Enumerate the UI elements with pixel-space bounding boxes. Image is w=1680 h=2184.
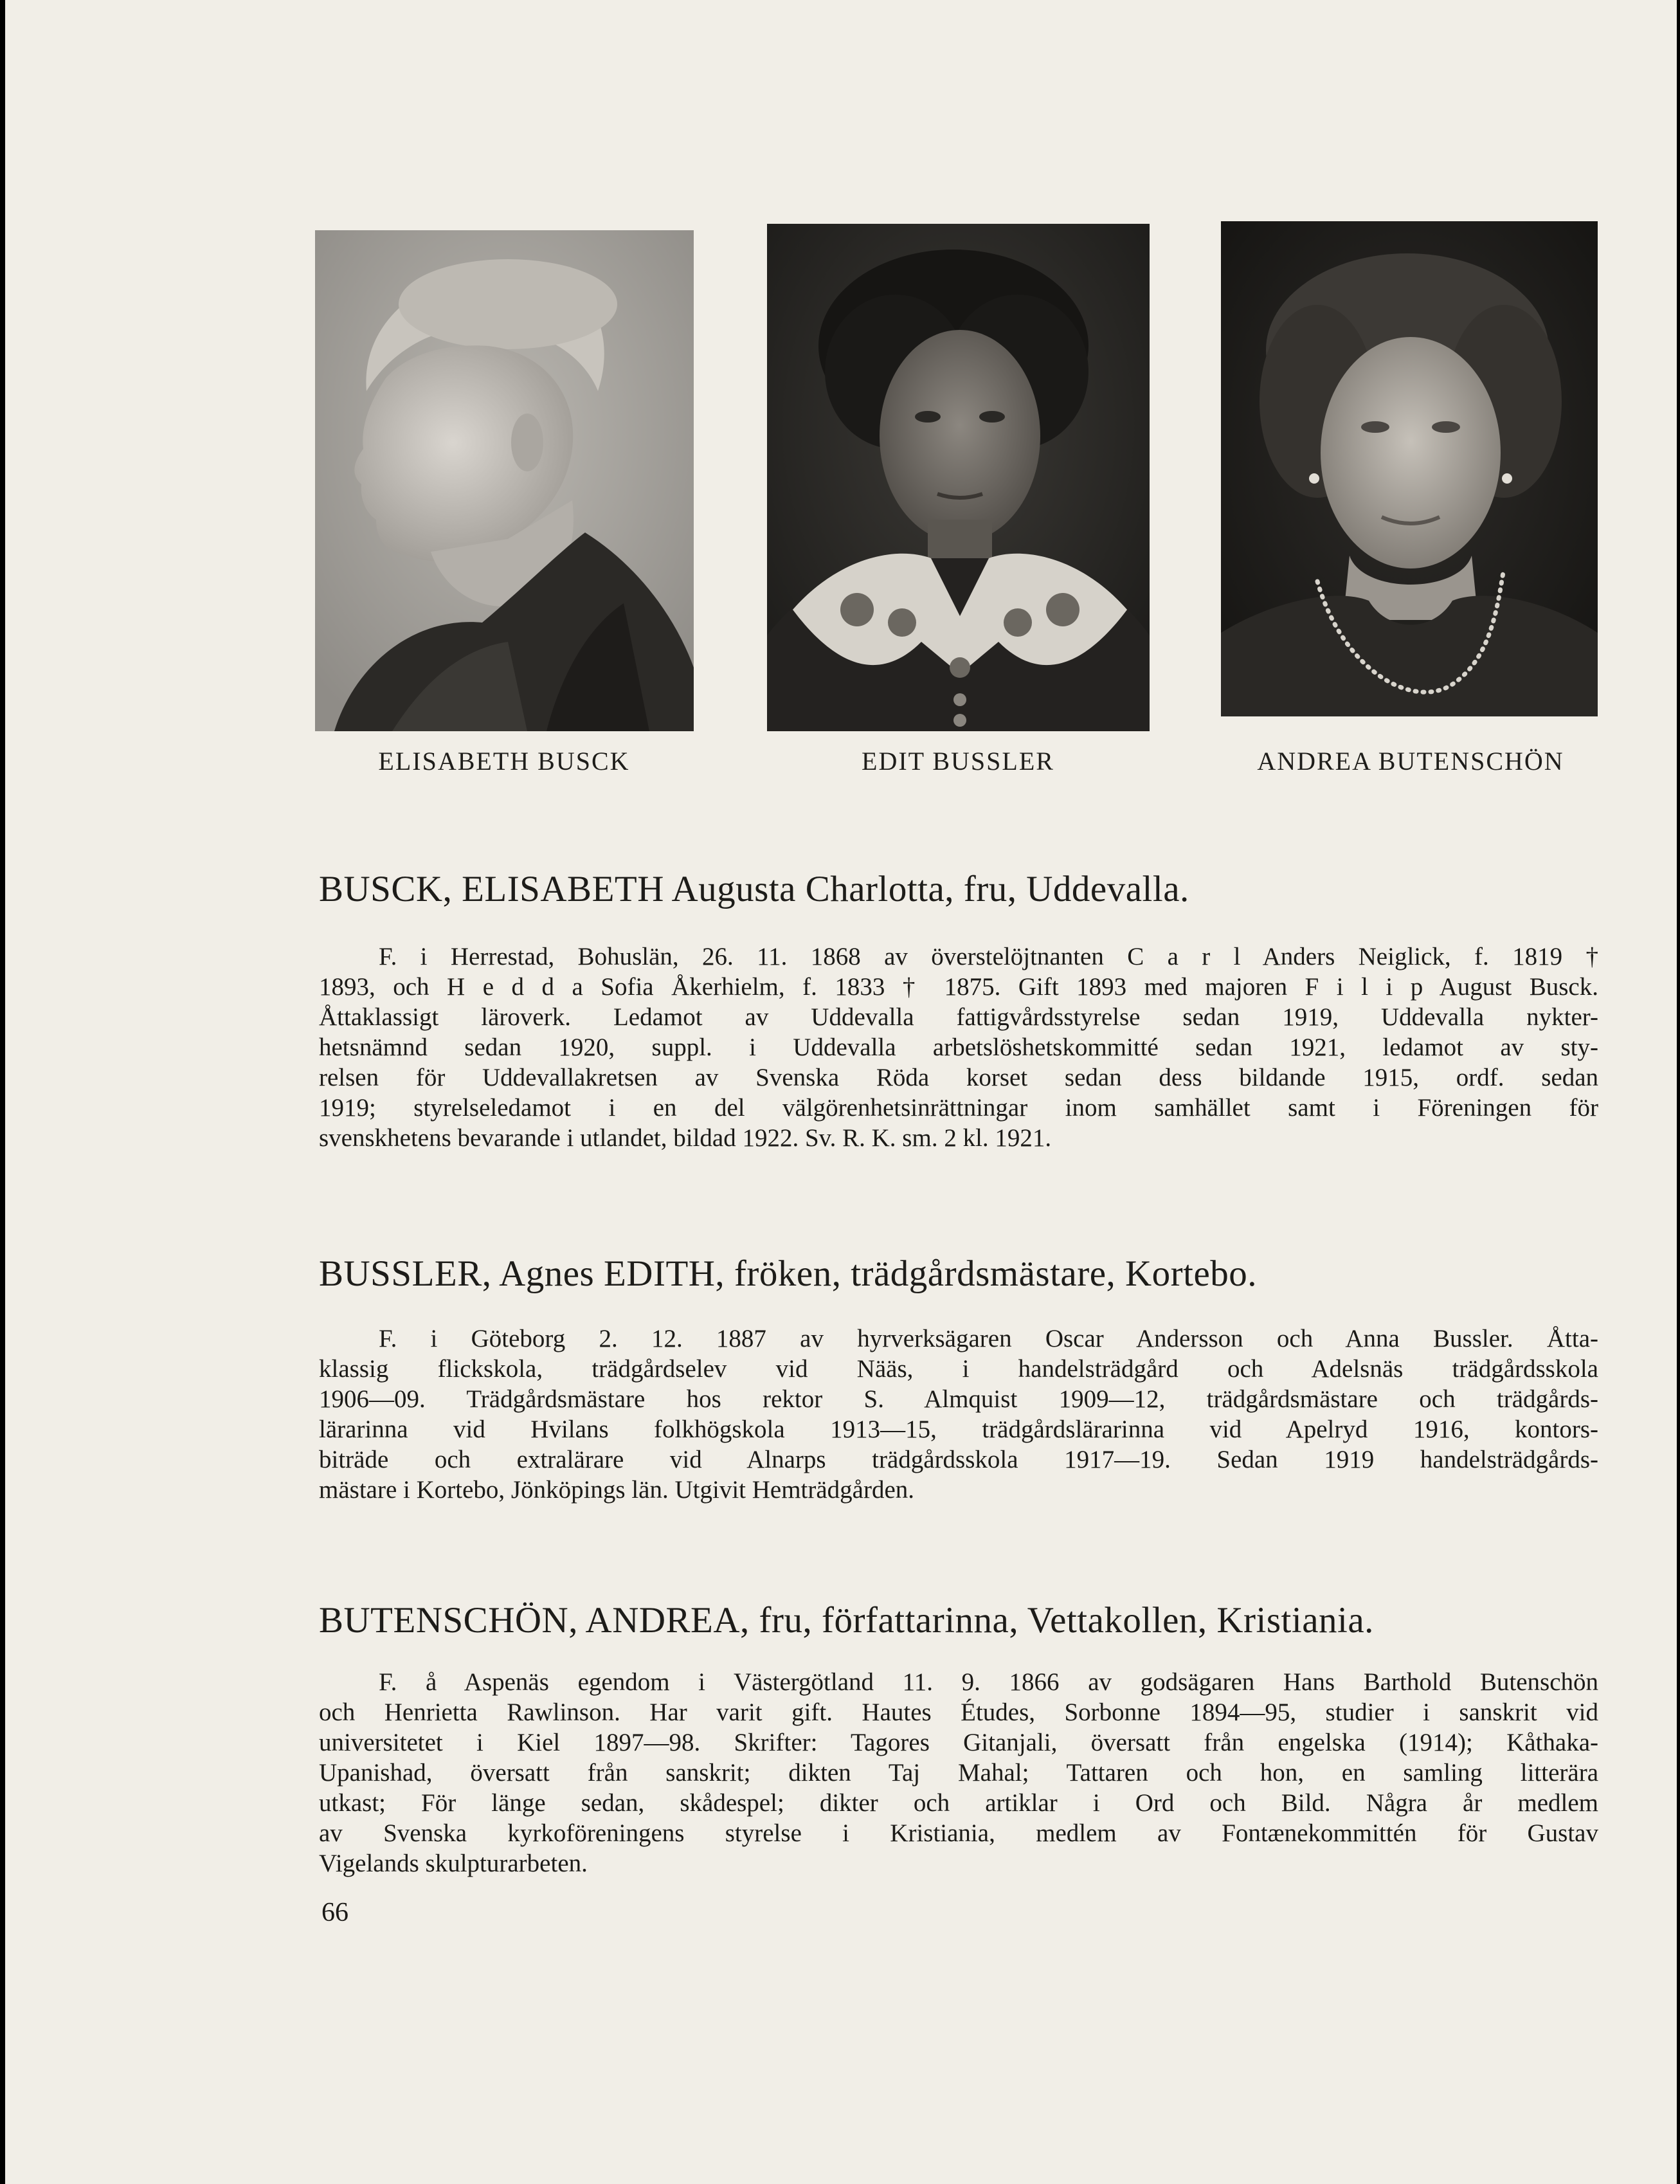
entry-line: 1919; styrelseledamot i en del välgörenhetsinrättningar inom samhället samt i Föreningen för	[319, 1094, 1598, 1122]
entry-body	[319, 1667, 1598, 1879]
entry-line: Upanishad, översatt från sanskrit; dikten Taj Mahal; Tattaren och hon, en samling litterära	[319, 1759, 1598, 1787]
portrait-caption: ELISABETH BUSCK	[378, 747, 630, 776]
entry-line: av Svenska kyrkoföreningens styrelse i Kristiania, medlem av Fontænekommittén för Gustav	[319, 1819, 1598, 1847]
document-page	[5, 0, 1677, 2184]
entry-line: lärarinna vid Hvilans folkhögskola 1913—15, trädgårdslärarinna vid Apelryd 1916, kontors-	[319, 1415, 1598, 1443]
portrait-photo-elisabeth-busck	[315, 230, 694, 731]
portrait-photo-andrea-butenschon	[1221, 221, 1598, 716]
entry-heading: BUSCK, ELISABETH Augusta Charlotta, fru, Uddevalla.	[319, 869, 1189, 909]
entry-line: relsen för Uddevallakretsen av Svenska Röda korset sedan dess bildande 1915, ordf. sedan	[319, 1064, 1598, 1091]
entry-body	[319, 1324, 1598, 1505]
entry-line: biträde och extralärare vid Alnarps trädgårdsskola 1917—19. Sedan 1919 handelsträdgårds-	[319, 1446, 1598, 1473]
entry-line: F. å Aspenäs egendom i Västergötland 11. 9. 1866 av godsägaren Hans Barthold Butenschön	[379, 1668, 1598, 1696]
portrait-caption: EDIT BUSSLER	[862, 747, 1054, 776]
entry-line: utkast; För länge sedan, skådespel; dikter och artiklar i Ord och Bild. Några år medlem	[319, 1789, 1598, 1817]
entry-line: Vigelands skulpturarbeten.	[319, 1850, 588, 1877]
entry-line: Åttaklassigt läroverk. Ledamot av Uddevalla fattigvårdsstyrelse sedan 1919, Uddevalla nykter-	[319, 1003, 1598, 1031]
entry-line: F. i Herrestad, Bohuslän, 26. 11. 1868 av överstelöjtnanten C a r l Anders Neiglick, f. 1819 †	[379, 943, 1598, 970]
portrait-photo-edit-bussler	[767, 224, 1150, 731]
entry-line: klassig flickskola, trädgårdselev vid Nääs, i handelsträdgård och Adelsnäs trädgårdsskola	[319, 1355, 1598, 1383]
entry-heading: BUTENSCHÖN, ANDREA, fru, författarinna, Vettakollen, Kristiania.	[319, 1600, 1374, 1641]
entry-body	[319, 942, 1598, 1153]
entry-line: F. i Göteborg 2. 12. 1887 av hyrverksägaren Oscar Andersson och Anna Bussler. Åtta-	[379, 1325, 1598, 1352]
portrait-caption: ANDREA BUTENSCHÖN	[1257, 747, 1564, 776]
entry-line: 1893, och H e d d a Sofia Åkerhielm, f. 1833 † 1875. Gift 1893 med majoren F i l i p August Busck.	[319, 973, 1598, 1001]
entry-heading: BUSSLER, Agnes EDITH, fröken, trädgårdsmästare, Kortebo.	[319, 1253, 1258, 1294]
entry-line: 1906—09. Trädgårdsmästare hos rektor S. Almquist 1909—12, trädgårdsmästare och trädgårds-	[319, 1385, 1598, 1413]
entry-line: mästare i Kortebo, Jönköpings län. Utgivit Hemträdgården.	[319, 1476, 915, 1504]
entry-line: svenskhetens bevarande i utlandet, bildad 1922. Sv. R. K. sm. 2 kl. 1921.	[319, 1124, 1052, 1152]
entry-line: och Henrietta Rawlinson. Har varit gift. Hautes Études, Sorbonne 1894—95, studier i sanskrit vid	[319, 1698, 1598, 1726]
page-number: 66	[321, 1898, 348, 1927]
entry-line: hetsnämnd sedan 1920, suppl. i Uddevalla arbetslöshetskommitté sedan 1921, ledamot av sty-	[319, 1033, 1598, 1061]
entry-line: universitetet i Kiel 1897—98. Skrifter: Tagores Gitanjali, översatt från engelska (1914); Kåthaka-	[319, 1729, 1598, 1756]
